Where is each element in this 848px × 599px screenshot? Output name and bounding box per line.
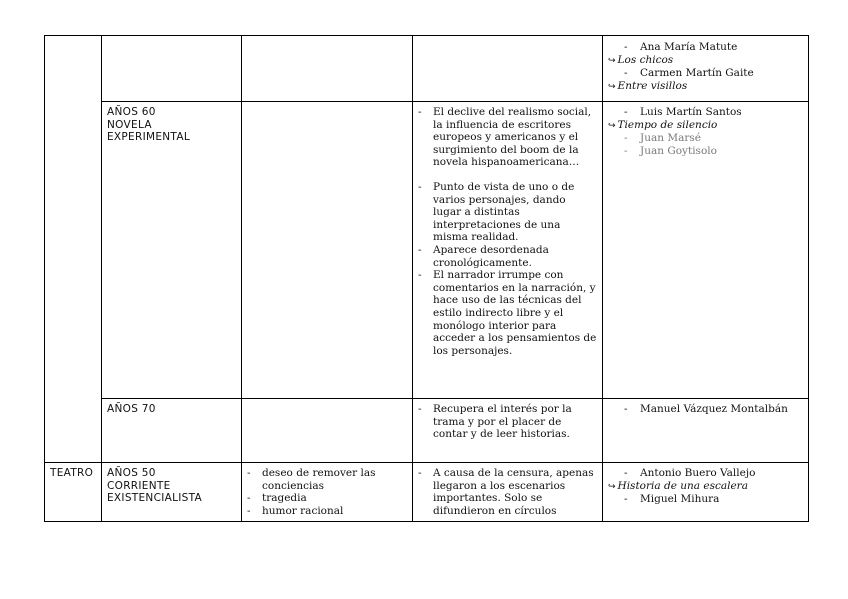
author-name: - Ana María Matute (608, 41, 803, 54)
period-cell (102, 102, 242, 399)
period-line: AÑOS 60 (107, 106, 156, 118)
genre-cell (45, 463, 102, 522)
list-item: - El narrador irrumpe con comentarios en la narración, y hace uso de las técnicas del estilo indirecto libre y el monólogo interior para acceder a los pensamientos de los personajes. (418, 269, 597, 357)
author-name: - Juan Goytisolo (608, 145, 803, 158)
features-list (418, 403, 597, 441)
traits-cell (242, 36, 413, 102)
work-title: ↪ Historia de una escalera (608, 479, 748, 492)
authors-cell (603, 463, 809, 522)
table-row (45, 399, 809, 463)
traits-list (247, 467, 407, 517)
author-name: - Miguel Mihura (608, 493, 803, 506)
period-line: EXPERIMENTAL (107, 131, 190, 144)
list-item: - tragedia (247, 492, 407, 505)
genre-label: TEATRO (50, 467, 94, 479)
features-cell (413, 102, 603, 399)
list-item: - Aparece desordenada cronológicamente. (418, 244, 597, 269)
literature-table (44, 35, 809, 522)
author-name: - Antonio Buero Vallejo (608, 467, 803, 480)
features-cell (413, 36, 603, 102)
list-item: - El declive del realismo social, la influencia de escritores europeos y americanos y el surgimiento del boom de la novela hispanoamericana… (418, 106, 597, 169)
genre-cell-novela-continued (45, 36, 102, 463)
list-item: - humor racional (247, 505, 407, 518)
arrow-return-icon: ↪ (608, 81, 616, 92)
period-line: NOVELA (107, 118, 152, 131)
period-cell (102, 463, 242, 522)
period-line: EXISTENCIALISTA (107, 492, 202, 505)
arrow-return-icon: ↪ (608, 481, 616, 492)
period-line: AÑOS 50 (107, 467, 156, 479)
features-list (418, 467, 597, 517)
arrow-return-icon: ↪ (608, 120, 616, 131)
period-line: CORRIENTE (107, 479, 171, 492)
authors-cell (603, 102, 809, 399)
authors-cell (603, 36, 809, 102)
traits-cell (242, 102, 413, 399)
list-item: - deseo de remover las conciencias (247, 467, 407, 492)
period-line: AÑOS 70 (107, 403, 156, 415)
table-row (45, 463, 809, 522)
table-row (45, 36, 809, 102)
work-title: ↪ Los chicos (608, 53, 674, 66)
list-item: - Punto de vista de uno o de varios personajes, dando lugar a distintas interpretaciones de una misma realidad. (418, 181, 597, 244)
author-name: - Manuel Vázquez Montalbán (608, 403, 803, 416)
period-cell (102, 36, 242, 102)
author-name: - Carmen Martín Gaite (608, 67, 803, 80)
work-title: ↪ Entre visillos (608, 79, 688, 92)
arrow-return-icon: ↪ (608, 55, 616, 66)
traits-cell (242, 463, 413, 522)
authors-cell (603, 399, 809, 463)
period-cell (102, 399, 242, 463)
work-title: ↪ Tiempo de silencio (608, 118, 718, 131)
author-name: - Luis Martín Santos (608, 106, 803, 119)
traits-cell (242, 399, 413, 463)
features-cell (413, 399, 603, 463)
list-item: - Recupera el interés por la trama y por el placer de contar y de leer historias. (418, 403, 597, 441)
list-item: - A causa de la censura, apenas llegaron a los escenarios importantes. Solo se difundieron en círculos (418, 467, 597, 517)
table-row (45, 102, 809, 399)
features-cell (413, 463, 603, 522)
features-list (418, 106, 597, 357)
author-name: - Juan Marsé (608, 132, 803, 145)
